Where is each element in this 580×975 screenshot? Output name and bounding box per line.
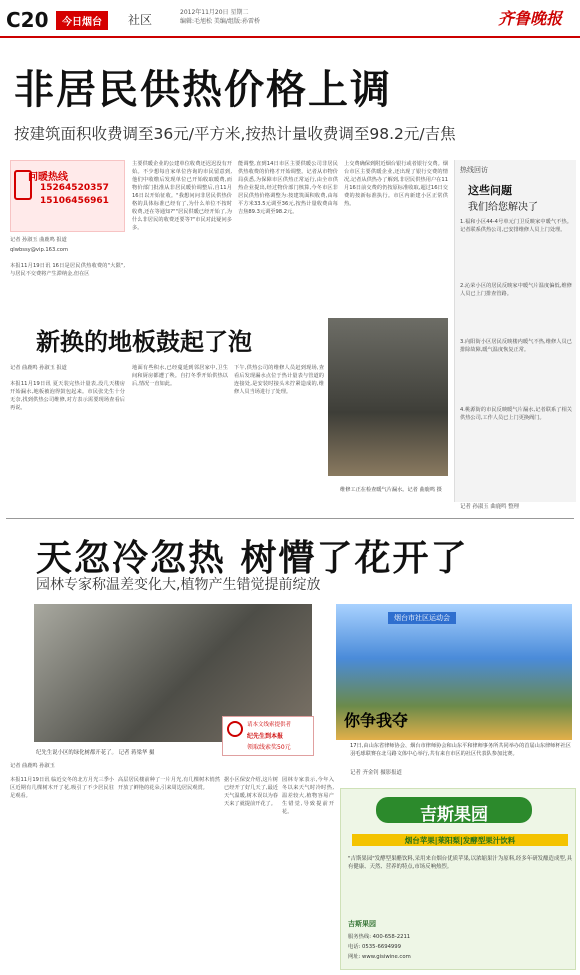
story1-col2: 主要供暖企业的公建单位收费还迟迟没有开始。不少想每自家单位咨询的市民留意到,他们中收缴后发现单位已开始收取暖费,而物价部门批准从非居民暖价调整后,自11月16日以开始征收。"我想问问非居民供热价格的具体标准已经有了,为什么单位不按时收费,还在等通知?""居民供暖已经开始了,为什么非居民的收费还要等?"市民对此疑问多多。 — [132, 161, 232, 231]
tip-reward-sticker — [222, 716, 314, 756]
story2-col4: 园林专家表示,今年入冬以来天气时冷时热,温差较大,植物容易产生错觉,导致提前开花。 — [282, 777, 334, 815]
photo3-banner: 烟台市社区运动会 — [388, 612, 456, 624]
hotline-number-2: 15106456961 — [40, 196, 109, 206]
followup-title: 这些问题 — [468, 184, 512, 197]
issue-date: 2012年11月20日 星期二 — [180, 9, 249, 16]
story2-subhead: 园林专家称温差变化大,植物产生错觉提前绽放 — [36, 577, 321, 593]
story2-lead: 本报11月19日讯 临近交冬的北方月光三季小区近期有几棵树木开了花,吸引了不少居民驻足观看。 — [10, 777, 114, 799]
story2-col3: 据小区保安介绍,这片树已经开了好几天了,最近天气温暖,树木误以为春天来了就提前开花了。 — [224, 777, 278, 807]
ad-phone-2: 电话: 0535-6694999 — [348, 944, 402, 950]
followup-item: 2.沁荣小区的居民反映家中暖气片温度偏低,维修人员已上门排查管路。 — [460, 283, 572, 297]
header-meta — [180, 8, 260, 26]
followup-item: 4.桃源街的市民反映暖气片漏水,记者联系了相关供热公司,工作人员已上门更换阀门。 — [460, 407, 572, 421]
ad-body: "吉斯果园"发酵型果醋饮料,采用来自烟台优质苹果,以浓缩果汁为原料,经多年研发酿造成型,具有健康、天然、营养的特点,市场反响热烈。 — [348, 856, 572, 870]
story2-byline: 记者 曲鹿鸣 孙淑玉 — [10, 763, 55, 769]
photo-plumber-repair — [328, 318, 448, 476]
hotline-title: 问暖热线 — [28, 172, 68, 183]
story1-email: qlwbssy@vip.163.com — [10, 247, 69, 253]
story1-col4: 上交费确保到附近烟台银行或者银行交费。烟台市区主要供暖企业,还出现了银行交费的情况,记者从供热办了解到,非居民供热用户在11月16日前交费的仍按原标准收取,超过16日交费的按新标准执行。市区内新建小区正常供热。 — [344, 161, 448, 207]
ad-phone-1: 服务热线: 400-658-2211 — [348, 934, 411, 940]
section-name: 社区 — [128, 13, 153, 27]
section-badge: 今日烟台 — [56, 11, 108, 30]
newspaper-logo: 齐鲁晚报 — [498, 9, 563, 28]
ad-subtitle: 烟台苹果|莱阳梨|发酵型果汁饮料 — [352, 834, 568, 846]
followup-byline: 记者 孙淑玉 曲鹿鸣 整理 — [460, 504, 520, 510]
story1b-col3: 下午,供热公司的维修人员赶到现场,查看后发现漏水点位于热计量表与管道的连接处,是安装时接头未拧紧造成的,维修人员当场进行了处理。 — [234, 365, 324, 395]
story1-byline: 记者 孙淑玉 曲鹿鸣 报道 — [10, 237, 67, 243]
photo1-caption: 维修工正在检查暖气片漏水。记者 曲鹿鸣 摄 — [340, 487, 442, 493]
phone-icon — [227, 721, 243, 737]
story2-col2: 高层居民楼前种了一片月光,有几棵树木悄然开放了鲜艳的花朵,引来周边居民观赏。 — [118, 777, 220, 791]
ad-title: 吉斯果园 — [376, 797, 532, 823]
hotline-number-1: 15264520357 — [40, 183, 109, 193]
photo3-caption: 17日,由山东省律师协会、烟台市律师协会和山东平和律师事务所共同举办的首届山东律师杯社区羽毛球联赛在北马路文体中心举行,共有来自市区的社区代表队参加比赛。 — [350, 743, 571, 757]
sticker-line2: 纪先生到本报 — [247, 733, 284, 740]
story1b-byline: 记者 曲鹿鸣 孙淑玉 报道 — [10, 365, 67, 371]
page-number: C20 — [6, 8, 49, 32]
story2-headline: 天忽冷忽热 树懵了花开了 — [36, 538, 469, 579]
followup-item: 3.向阳街小区居民反映楼内暖气不热,维修人员已排除故障,暖气温度恢复正常。 — [460, 339, 572, 353]
ad-website: 网址: www.gisiwine.com — [348, 954, 411, 960]
followup-tag: 热线回访 — [460, 166, 488, 174]
story1-headline: 非居民供热价格上调 — [14, 67, 392, 113]
followup-subtitle: 我们给您解决了 — [468, 202, 538, 213]
photo3-byline: 记者 齐金钊 摄影报道 — [350, 770, 402, 776]
story1-subhead: 按建筑面积收费调至36元/平方米,按热计量收费调至98.2元/吉焦 — [14, 125, 456, 143]
story1b-headline: 新换的地板鼓起了泡 — [36, 328, 252, 356]
sticker-line1: 请本文线索提供者 — [247, 722, 292, 728]
section-divider — [6, 518, 574, 519]
story1b-col2: 地面有些积水,已经蔓延到邻居家中,卫生间和厨房都遭了殃。自打冬季开始供热以后,情况一直如此。 — [132, 365, 228, 387]
editors: 编辑:毛旭松 美编/组版:孙雷桥 — [180, 18, 260, 25]
sticker-line3: 领取线索奖50元 — [247, 744, 291, 751]
story1b-lead: 本报11月19日讯 夏天装完热计量表,没几天楼房开始漏水,地板被泡得鼓包起来。市民张先生十分无奈,找到供热公司维修,对方表示需要现场查看后再说。 — [10, 381, 125, 411]
story1-lead: 本报11月19日讯 16日是居民供热收费的"大限",与居民不交费将产生滞纳金,但在区 — [10, 263, 125, 277]
followup-item: 1.福和小区44-4号单元门卫反映家中暖气不热。记者联系供热公司,已安排维修人员上门处理。 — [460, 219, 572, 233]
photo3-title: 你争我夺 — [344, 711, 409, 730]
photo2-caption: 纪先生说小区的绿化树都开花了。 记者 蒋梁华 摄 — [36, 750, 155, 756]
story1-col3: 能调整,直到14日市区主要供暖公司非居民供热收费的价格才开始调整。记者从市物价局获悉,为保障市区供热正常运行,由全市供热企业提出,经过物价部门核算,今冬市区非居民供热价格调整为:按建筑面积收费,由每平方米33.5元调至36元,按热计量收费由每吉焦89.3元调至98.2元。 — [238, 161, 338, 215]
ad-brand: 吉斯果园 — [348, 920, 376, 928]
